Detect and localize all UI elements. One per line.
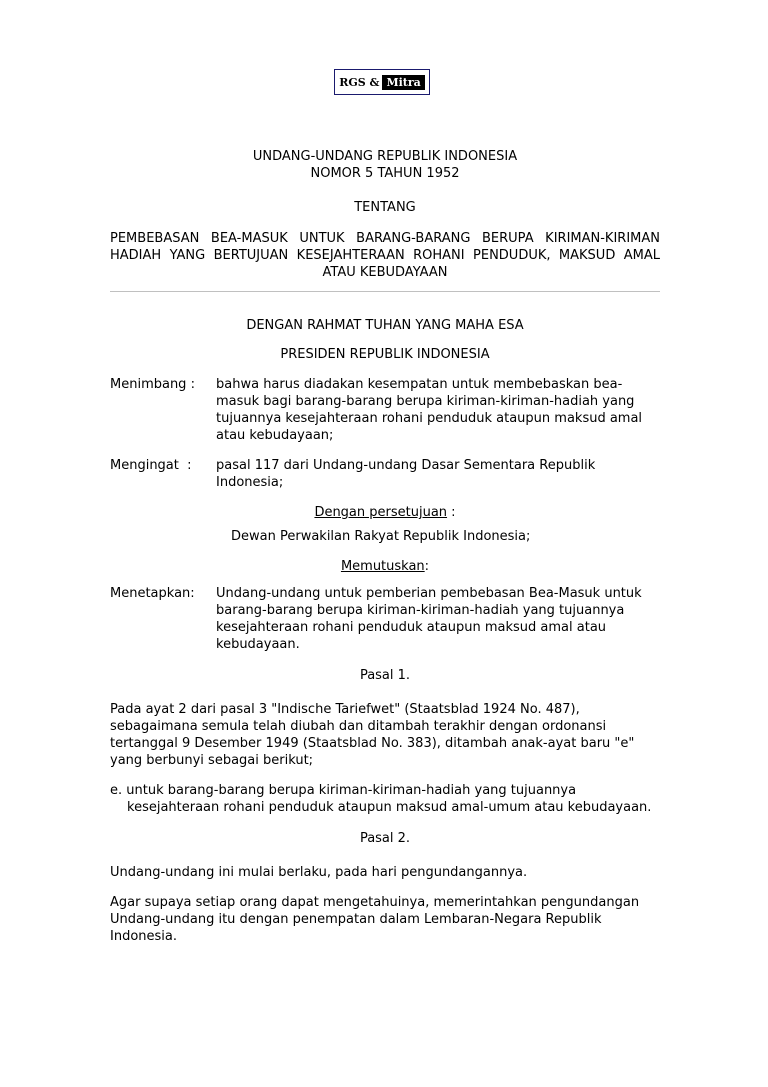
law-number: NOMOR 5 TAHUN 1952	[310, 166, 460, 181]
persetujuan-body: Dewan Perwakilan Rakyat Republik Indonesia;	[231, 529, 531, 544]
pasal-1-paragraph: Pada ayat 2 dari pasal 3 "Indische Tariefwet" (Staatsblad 1924 No. 487), sebagaimana semula telah diubah dan ditambah terakhir dengan ordonansi tertanggal 9 Desember 1949 (Staatsblad No. 383), ditambah anak-ayat baru "e" yang berbunyi sebagai berikut;	[110, 702, 635, 768]
menimbang-text: bahwa harus diadakan kesempatan untuk membebaskan bea-masuk bagi barang-barang berupa kiriman-kiriman-hadiah yang tujuannya kesejahteraan rohani penduduk ataupun maksud amal atau kebudayaan;	[216, 377, 643, 443]
presiden-heading: PRESIDEN REPUBLIK INDONESIA	[280, 347, 490, 362]
mengingat-text: pasal 117 dari Undang-undang Dasar Sementara Republik Indonesia;	[216, 458, 596, 490]
law-title: UNDANG-UNDANG REPUBLIK INDONESIA	[252, 149, 518, 164]
persetujuan-heading	[110, 504, 660, 521]
tentang-heading: TENTANG	[354, 200, 416, 215]
memutuskan-colon: :	[424, 559, 430, 574]
logo-right-text: Mitra	[382, 75, 424, 90]
pasal-2-paragraph-2: Agar supaya setiap orang dapat mengetahuinya, memerintahkan pengundangan Undang-undang itu dengan penempatan dalam Lembaran-Negara Republik Indonesia.	[110, 895, 640, 944]
pasal-2-heading: Pasal 2.	[359, 831, 411, 846]
law-subject: PEMBEBASAN BEA-MASUK UNTUK BARANG-BARANG BERUPA KIRIMAN-KIRIMAN HADIAH YANG BERTUJUAN KESEJAHTERAAN ROHANI PENDUDUK, MAKSUD AMAL ATAU KEBUDAYAAN	[110, 231, 660, 280]
persetujuan-title: Dengan persetujuan	[314, 505, 448, 520]
menetapkan-row	[110, 585, 660, 653]
pasal-1-heading: Pasal 1.	[359, 668, 411, 683]
menimbang-label: Menimbang :	[110, 377, 195, 392]
pasal-2-paragraph-1: Undang-undang ini mulai berlaku, pada hari pengundangannya.	[110, 865, 528, 880]
menetapkan-label: Menetapkan:	[110, 586, 195, 601]
rahmat-heading: DENGAN RAHMAT TUHAN YANG MAHA ESA	[246, 318, 524, 333]
logo-left-text: RGS &	[339, 75, 380, 89]
mengingat-row	[110, 457, 660, 491]
persetujuan-colon: :	[447, 505, 456, 520]
mengingat-label: Mengingat :	[110, 458, 192, 473]
menetapkan-text: Undang-undang untuk pemberian pembebasan Bea-Masuk untuk barang-barang berupa kiriman-kiriman-hadiah yang tujuannya kesejahteraan rohani penduduk ataupun maksud amal atau kebudayaan.	[216, 586, 642, 652]
rgs-mitra-logo	[334, 69, 430, 95]
pasal-1-item-e: e. untuk barang-barang berupa kiriman-kiriman-hadiah yang tujuannya kesejahteraan rohani penduduk ataupun maksud amal-umum atau kebudayaan.	[110, 783, 652, 815]
menimbang-row	[110, 376, 660, 444]
document-body	[110, 148, 660, 945]
divider	[110, 291, 660, 292]
memutuskan-title: Memutuskan	[340, 559, 425, 574]
memutuskan-heading	[110, 558, 660, 575]
